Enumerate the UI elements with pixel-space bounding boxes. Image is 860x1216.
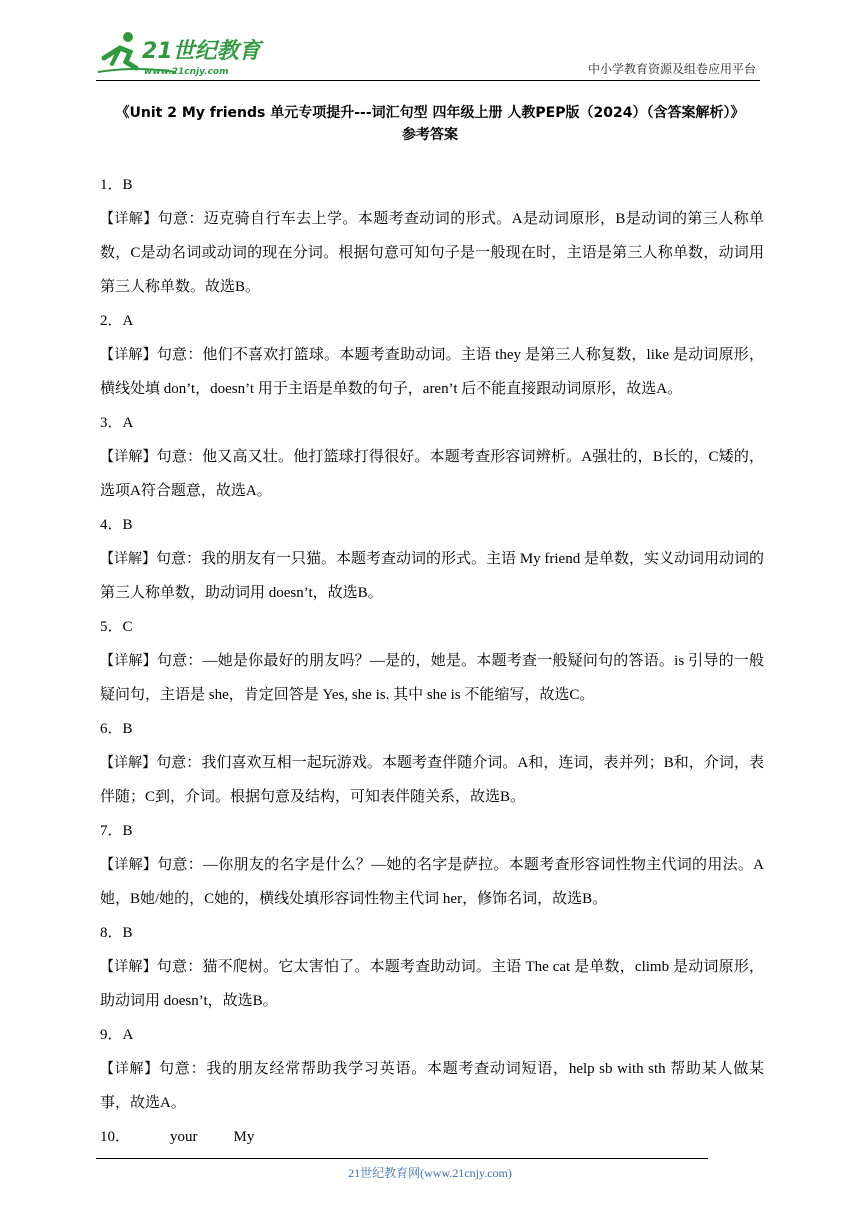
answer-detail [100, 202, 764, 304]
answer-detail [100, 644, 764, 712]
detail-tag: 【详解】 [100, 1061, 160, 1077]
detail-text: 句意：—你朋友的名字是什么？—她的名字是萨拉。本题考查形容词性物主代词的用法。A她，B她/她的，C她的，横线处填形容词性物主代词 her，修饰名词，故选B。 [100, 857, 765, 907]
answer-detail [100, 542, 764, 610]
document-title: 《Unit 2 My friends 单元专项提升---词汇句型 四年级上册 人教PEP版（2024）（含答案解析）》 [115, 105, 745, 121]
detail-tag: 【详解】 [100, 755, 157, 771]
logo [96, 28, 266, 78]
answer-item [100, 508, 764, 610]
answer-item [100, 814, 764, 916]
answer-item [100, 406, 764, 508]
answer-item [100, 1018, 764, 1120]
answer-item [100, 168, 764, 304]
answer-detail [100, 440, 764, 508]
answer-detail [100, 848, 764, 916]
answer-item [100, 916, 764, 1018]
detail-tag: 【详解】 [100, 449, 157, 465]
answer-number: 1．B [100, 177, 133, 193]
answer-number: 7．B [100, 823, 133, 839]
detail-text: 句意：—她是你最好的朋友吗？—是的，她是。本题考查一般疑问句的答语。is 引导的一般疑问句，主语是 she，肯定回答是 Yes, she is. 其中 she is 不能缩写，故选C。 [100, 653, 764, 703]
header-divider [96, 80, 760, 81]
answer-detail [100, 338, 764, 406]
platform-name: 中小学教育资源及组卷应用平台 [587, 62, 756, 76]
answer-item [100, 712, 764, 814]
detail-tag: 【详解】 [100, 211, 158, 227]
answer-item [100, 304, 764, 406]
detail-text: 句意：我的朋友有一只猫。本题考查动词的形式。主语 My friend 是单数，实义动词用动词的第三人称单数，助动词用 doesn’t，故选B。 [100, 551, 764, 601]
detail-text: 句意：他们不喜欢打篮球。本题考查助动词。主语 they 是第三人称复数，like 是动词原形，横线处填 don’t，doesn’t 用于主语是单数的句子，aren’t 后不能直接跟动词原形，故选A。 [100, 347, 765, 397]
footer-divider [96, 1158, 708, 1159]
answer-number: 9．A [100, 1027, 134, 1043]
answer-number: 3．A [100, 415, 134, 431]
answer-number: 5．C [100, 619, 133, 635]
answer-item-10 [100, 1120, 764, 1154]
answer-number: 6．B [100, 721, 133, 737]
answer-number: 4．B [100, 517, 133, 533]
footer-link[interactable]: 21世纪教育网(www.21cnjy.com) [348, 1166, 512, 1180]
detail-tag: 【详解】 [100, 551, 157, 567]
answer-word: My [233, 1129, 255, 1145]
detail-tag: 【详解】 [100, 959, 157, 975]
detail-text: 句意：我们喜欢互相一起玩游戏。本题考查伴随介词。A和，连词，表并列；B和，介词，表伴随；C到，介词。根据句意及结构，可知表伴随关系，故选B。 [100, 755, 765, 805]
detail-text: 句意：迈克骑自行车去上学。本题考查动词的形式。A是动词原形，B是动词的第三人称单数，C是动名词或动词的现在分词。根据句意可知句子是一般现在时，主语是第三人称单数，动词用第三人称单数。故选B。 [100, 211, 765, 295]
answer-number: 8．B [100, 925, 133, 941]
runner-logo-icon [96, 28, 266, 78]
answer-item [100, 610, 764, 712]
detail-tag: 【详解】 [100, 347, 157, 363]
detail-tag: 【详解】 [100, 857, 158, 873]
detail-tag: 【详解】 [100, 653, 157, 669]
logo-url: www.21cnjy.com [144, 67, 229, 77]
page-header [96, 28, 760, 80]
answer-detail [100, 1052, 764, 1120]
detail-text: 句意：我的朋友经常帮助我学习英语。本题考查动词短语，help sb with sth 帮助某人做某事，故选A。 [100, 1061, 764, 1111]
answer-detail [100, 746, 764, 814]
answer-detail [100, 950, 764, 1018]
document-subtitle: 参考答案 [402, 127, 458, 143]
detail-text: 句意：猫不爬树。它太害怕了。本题考查助动词。主语 The cat 是单数，climb 是动词原形，助动词用 doesn’t，故选B。 [100, 959, 765, 1009]
answer-word: your [170, 1129, 198, 1145]
detail-text: 句意：他又高又壮。他打篮球打得很好。本题考查形容词辨析。A强壮的，B长的，C矮的，选项A符合题意，故选A。 [100, 449, 764, 499]
answer-list [100, 168, 764, 1154]
logo-text: 21世纪教育 [142, 39, 261, 64]
answer-number: 2．A [100, 313, 134, 329]
answer-number: 10． [100, 1129, 131, 1145]
